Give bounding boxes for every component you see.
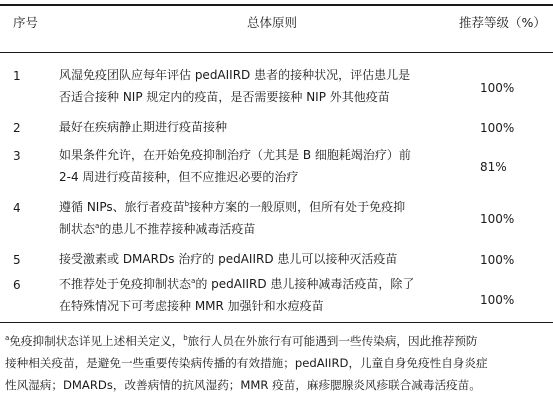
table-top-rule	[0, 4, 553, 6]
row-4-grade: 100%	[480, 212, 515, 226]
row-5-grade: 100%	[480, 253, 515, 267]
header-principle: 总体原则	[247, 15, 298, 30]
row-1-number: 1	[13, 69, 21, 83]
row-2-grade: 100%	[480, 121, 515, 135]
row-2-principle: 最好在疾病静止期进行疫苗接种	[59, 120, 228, 134]
row-6-principle: 不推荐处于免疫抑制状态$^a$的 pedAIIRD 患儿接种减毒活疫苗，除了 在特殊情况下可考虑接种 MMR 加强针和水痘疫苗	[59, 277, 415, 313]
row-5-principle: 接受激素或 DMARDs 治疗的 pedAIIRD 患儿可以接种灭活疫苗	[59, 252, 398, 266]
row-3-number: 3	[13, 149, 21, 163]
row-1-principle: 风湿免疫团队应每年评估 pedAIIRD 患者的接种状况，评估患儿是 否适合接种 NIP 规定内的疫苗，是否需要接种 NIP 外其他疫苗	[59, 68, 411, 104]
row-6-grade: 100%	[480, 293, 515, 307]
header-number: 序号	[13, 15, 39, 30]
row-4-number: 4	[13, 201, 21, 215]
header-rule	[0, 52, 553, 53]
table-bottom-rule	[0, 322, 553, 323]
row-1-grade: 100%	[480, 81, 515, 95]
row-5-number: 5	[13, 253, 21, 267]
row-4-principle: 遵循 NIPs、旅行者疫苗$^b$接种方案的一般原则，但所有处于免疫抑 制状态$^a$的患儿不推荐接种减毒活疫苗	[59, 200, 406, 236]
row-3-grade: 81%	[480, 160, 507, 174]
table-footnote: $^a$免疫抑制状态详见上述相关定义，$^b$旅行人员在外旅行有可能遇到一些传染病，因此推荐预防 接种相关疫苗，是避免一些重要传染病传播的有效措施；pedAIIRD，儿童自身免疫性自身炎症 性风湿病；DMARDs，改善病情的抗风湿药；MMR 疫苗，麻疹腮腺炎风疹联合减毒活疫苗。	[5, 334, 488, 392]
row-3-principle: 如果条件允许，在开始免疫抑制治疗（尤其是 B 细胞耗竭治疗）前 2-4 周进行疫苗接种，但不应推迟必要的治疗	[59, 148, 411, 184]
header-grade: 推荐等级（%）	[459, 15, 546, 30]
row-2-number: 2	[13, 121, 21, 135]
row-6-number: 6	[13, 278, 21, 292]
